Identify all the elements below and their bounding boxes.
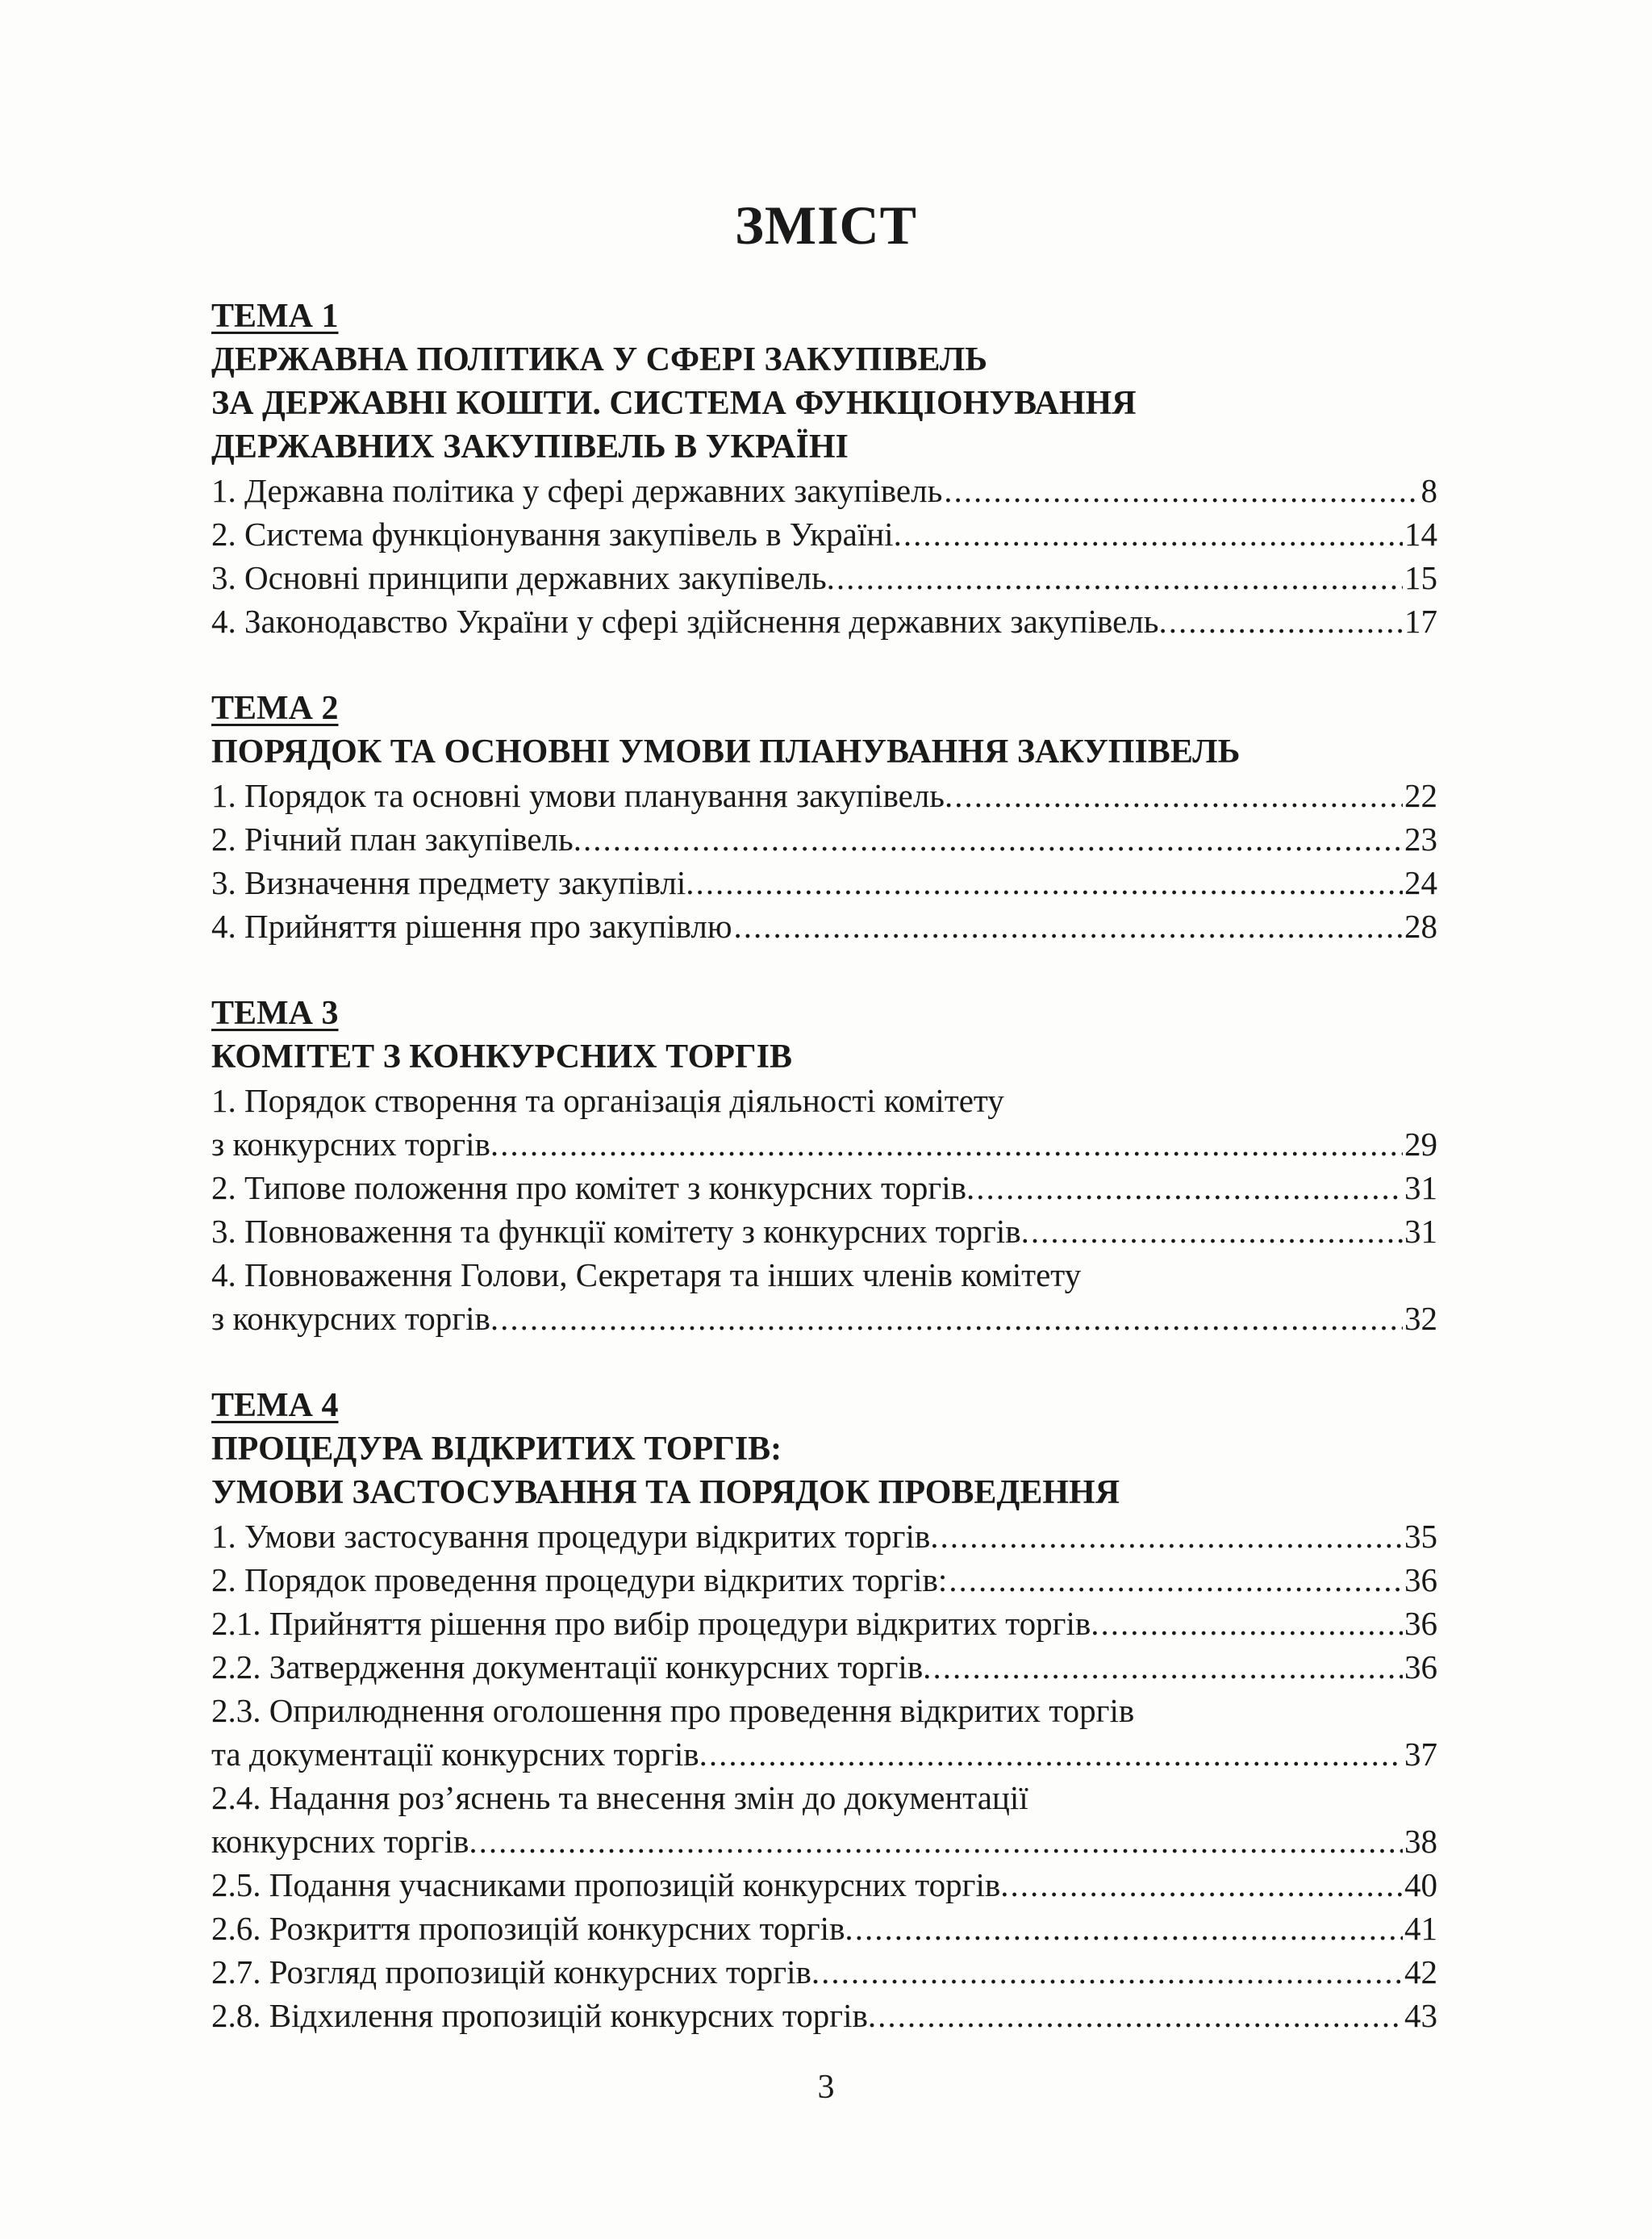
entry-line bbox=[211, 1209, 1437, 1253]
dot-leader bbox=[500, 1122, 1403, 1166]
entry-page-number: 40 bbox=[1404, 1866, 1437, 1903]
entry-text: 3. Повноваження та функції комітету з конкурсних торгів. bbox=[211, 1213, 1029, 1250]
toc-section bbox=[211, 1384, 1437, 2037]
dot-leader bbox=[932, 1645, 1403, 1689]
entry-text: з конкурсних торгів. bbox=[211, 1300, 499, 1337]
entry-page-number: 41 bbox=[1404, 1910, 1437, 1947]
entry-text: 2.6. Розкриття пропозицій конкурсних торгів. bbox=[211, 1910, 853, 1947]
toc-entry bbox=[211, 774, 1437, 817]
entry-page-number: 14 bbox=[1404, 516, 1437, 553]
entry-text: 4. Законодавство України у сфері здійснення державних закупівель. bbox=[211, 603, 1167, 640]
entry-text: 2.7. Розгляд пропозицій конкурсних торгів. bbox=[211, 1953, 820, 1990]
toc-entry bbox=[211, 1558, 1437, 1602]
section-title: ПОРЯДОК ТА ОСНОВНІ УМОВИ ПЛАНУВАННЯ ЗАКУПІВЕЛЬ bbox=[211, 733, 1241, 771]
entry-line bbox=[211, 1994, 1437, 2037]
entry-page-number: 43 bbox=[1404, 1997, 1437, 2034]
dot-leader bbox=[855, 1907, 1403, 1950]
entry-line bbox=[211, 1819, 1437, 1863]
entry-text: 3. Основні принципи державних закупівель. bbox=[211, 559, 835, 596]
section-label: ТЕМА 4 bbox=[211, 1387, 339, 1424]
dot-leader bbox=[940, 1514, 1403, 1558]
entry-page-number: 8 bbox=[1420, 472, 1437, 509]
table-of-contents bbox=[211, 294, 1437, 2081]
toc-entry bbox=[211, 1166, 1437, 1209]
entry-line bbox=[211, 774, 1437, 817]
entry-line bbox=[211, 1602, 1437, 1645]
entry-line bbox=[211, 1907, 1437, 1950]
toc-entry bbox=[211, 904, 1437, 948]
entry-page-number: 42 bbox=[1404, 1953, 1437, 1990]
section-label: ТЕМА 3 bbox=[211, 995, 339, 1032]
dot-leader bbox=[903, 512, 1403, 556]
section-label: ТЕМА 1 bbox=[211, 298, 339, 335]
entry-line bbox=[211, 1514, 1437, 1558]
dot-leader bbox=[479, 1819, 1403, 1863]
toc-entry bbox=[211, 556, 1437, 599]
entry-line bbox=[211, 512, 1437, 556]
toc-entry bbox=[211, 1689, 1437, 1776]
entry-text: 2. Система функціонування закупівель в Україні. bbox=[211, 516, 902, 553]
entry-text: 4. Прийняття рішення про закупівлю bbox=[211, 908, 732, 945]
entry-page-number: 38 bbox=[1404, 1823, 1437, 1860]
entry-page-number: 23 bbox=[1404, 821, 1437, 858]
section-title: ПРОЦЕДУРА ВІДКРИТИХ ТОРГІВ: УМОВИ ЗАСТОСУВАННЯ ТА ПОРЯДОК ПРОВЕДЕННЯ bbox=[211, 1431, 1120, 1511]
toc-section bbox=[211, 992, 1437, 1340]
entry-page-number: 29 bbox=[1404, 1126, 1437, 1163]
entry-line bbox=[211, 599, 1437, 643]
entry-line bbox=[211, 1122, 1437, 1166]
toc-entry bbox=[211, 1645, 1437, 1689]
toc-entry bbox=[211, 1950, 1437, 1994]
toc-entry bbox=[211, 599, 1437, 643]
entry-line bbox=[211, 1863, 1437, 1907]
entry-page-number: 36 bbox=[1404, 1648, 1437, 1686]
entry-lead-line: 1. Порядок створення та організація діяльності комітету bbox=[211, 1082, 1004, 1119]
page-number: 3 bbox=[817, 2069, 835, 2106]
entry-text: 2.1. Прийняття рішення про вибір процедури відкритих торгів. bbox=[211, 1605, 1099, 1642]
entry-text: 1. Порядок та основні умови планування закупівель. bbox=[211, 777, 953, 814]
toc-section bbox=[211, 294, 1437, 643]
entry-text: 2.8. Відхилення пропозицій конкурсних торгів. bbox=[211, 1997, 877, 2034]
entry-page-number: 24 bbox=[1404, 864, 1437, 901]
entry-page-number: 36 bbox=[1404, 1605, 1437, 1642]
entry-line bbox=[211, 1950, 1437, 1994]
toc-entry bbox=[211, 469, 1437, 512]
entry-text: 1. Умови застосування процедури відкритих торгів. bbox=[211, 1518, 939, 1555]
dot-leader bbox=[696, 861, 1403, 904]
entry-page-number: 28 bbox=[1404, 908, 1437, 945]
entry-page-number: 15 bbox=[1404, 559, 1437, 596]
dot-leader bbox=[1010, 1863, 1403, 1907]
entry-page-number: 22 bbox=[1404, 777, 1437, 814]
section-label: ТЕМА 2 bbox=[211, 690, 339, 727]
entry-text: та документації конкурсних торгів. bbox=[211, 1736, 707, 1773]
entry-text: 2. Річний план закупівель. bbox=[211, 821, 582, 858]
dot-leader bbox=[583, 817, 1403, 861]
dot-leader bbox=[1100, 1602, 1403, 1645]
toc-entry bbox=[211, 1514, 1437, 1558]
dot-leader bbox=[944, 469, 1419, 512]
dot-leader bbox=[1169, 599, 1403, 643]
entry-page-number: 31 bbox=[1404, 1213, 1437, 1250]
entry-line bbox=[211, 861, 1437, 904]
entry-text: 2. Типове положення про комітет з конкурсних торгів. bbox=[211, 1169, 975, 1206]
toc-entry bbox=[211, 1253, 1437, 1340]
toc-section bbox=[211, 687, 1437, 948]
entry-text: 1. Державна політика у сфері державних закупівель bbox=[211, 472, 943, 509]
entry-page-number: 35 bbox=[1404, 1518, 1437, 1555]
entry-line bbox=[211, 1645, 1437, 1689]
toc-entry bbox=[211, 1602, 1437, 1645]
entry-text: 2. Порядок проведення процедури відкритих торгів: bbox=[211, 1561, 948, 1598]
entry-text: 2.2. Затвердження документації конкурсних торгів. bbox=[211, 1648, 932, 1686]
dot-leader bbox=[949, 1558, 1403, 1602]
dot-leader bbox=[1031, 1209, 1403, 1253]
toc-entry bbox=[211, 817, 1437, 861]
entry-lead-line: 2.3. Оприлюднення оголошення про проведення відкритих торгів bbox=[211, 1692, 1135, 1729]
section-title: ДЕРЖАВНА ПОЛІТИКА У СФЕРІ ЗАКУПІВЕЛЬ ЗА ДЕРЖАВНІ КОШТИ. СИСТЕМА ФУНКЦІОНУВАННЯ ДЕРЖАВНИХ ЗАКУПІВЕЛЬ В УКРАЇНІ bbox=[211, 341, 1137, 466]
entry-line bbox=[211, 1732, 1437, 1776]
toc-entry bbox=[211, 861, 1437, 904]
entry-page-number: 31 bbox=[1404, 1169, 1437, 1206]
entry-text: 2.5. Подання учасниками пропозицій конкурсних торгів. bbox=[211, 1866, 1009, 1903]
entry-line bbox=[211, 556, 1437, 599]
entry-line bbox=[211, 904, 1437, 948]
entry-lead-line: 4. Повноваження Голови, Секретаря та інших членів комітету bbox=[211, 1256, 1082, 1293]
toc-entry bbox=[211, 1776, 1437, 1863]
entry-lead-line: 2.4. Надання роз’яснень та внесення змін до документації bbox=[211, 1779, 1028, 1816]
entry-page-number: 32 bbox=[1404, 1300, 1437, 1337]
dot-leader bbox=[836, 556, 1403, 599]
entry-text: конкурсних торгів. bbox=[211, 1823, 478, 1860]
entry-line bbox=[211, 469, 1437, 512]
dot-leader bbox=[734, 904, 1403, 948]
toc-entry bbox=[211, 1994, 1437, 2037]
entry-line bbox=[211, 1297, 1437, 1340]
dot-leader bbox=[954, 774, 1403, 817]
entry-page-number: 17 bbox=[1404, 603, 1437, 640]
entry-line bbox=[211, 817, 1437, 861]
entry-page-number: 37 bbox=[1404, 1736, 1437, 1773]
entry-text: з конкурсних торгів. bbox=[211, 1126, 499, 1163]
dot-leader bbox=[821, 1950, 1403, 1994]
dot-leader bbox=[976, 1166, 1403, 1209]
toc-entry bbox=[211, 512, 1437, 556]
toc-entry bbox=[211, 1209, 1437, 1253]
dot-leader bbox=[709, 1732, 1403, 1776]
section-title: КОМІТЕТ З КОНКУРСНИХ ТОРГІВ bbox=[211, 1038, 792, 1076]
entry-line bbox=[211, 1558, 1437, 1602]
dot-leader bbox=[878, 1994, 1403, 2037]
dot-leader bbox=[500, 1297, 1403, 1340]
page-title: ЗМІСТ bbox=[735, 194, 917, 256]
entry-page-number: 36 bbox=[1404, 1561, 1437, 1598]
toc-entry bbox=[211, 1863, 1437, 1907]
entry-line bbox=[211, 1166, 1437, 1209]
entry-text: 3. Визначення предмету закупівлі. bbox=[211, 864, 695, 901]
toc-entry bbox=[211, 1907, 1437, 1950]
toc-entry bbox=[211, 1079, 1437, 1166]
